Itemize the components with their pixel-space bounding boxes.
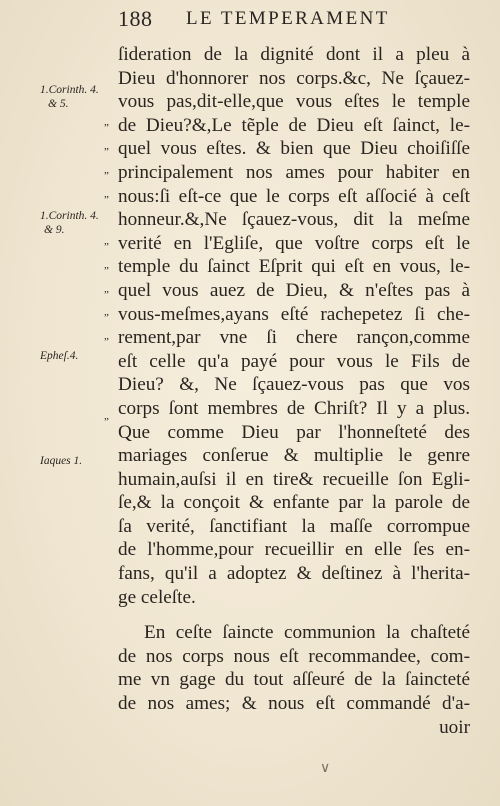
text-line: nous:ſi eſt-ce que le corps eſt aſſocié à ceſt: [118, 185, 470, 207]
text-line: quel vous auez de Dieu, & n'eſtes pas à: [118, 279, 470, 301]
text-line: Que comme Dieu par l'honneſteté des: [118, 421, 470, 443]
text-line: fans, qu'il a adoptez & deſtinez à l'herita-: [118, 563, 470, 585]
text-line: ſideration de la dignité dont il a pleu à: [118, 44, 470, 65]
margin-note-iaques: Iaques 1.: [40, 455, 83, 467]
text-line: vous pas,dit-elle,que vous eſtes le temple: [118, 91, 470, 113]
page-header: [118, 6, 478, 40]
quote-mark: ”: [104, 241, 109, 253]
margin-note-corinth-2: 1.Corinth. 4.: [40, 210, 99, 222]
text-line: me vn gage du tout aſſeuré de la ſaincteté: [118, 669, 470, 691]
quote-mark: ”: [104, 416, 109, 428]
catchword: uoir: [439, 716, 470, 738]
text-line: ſe,& la conçoit & enfante par la parole de: [118, 492, 470, 514]
text-line: temple du ſainct Eſprit qui eſt en vous, le-: [118, 256, 470, 278]
text-line: ſa verité, ſanctifiant la maſſe corrompue: [118, 515, 470, 537]
quote-mark: ”: [104, 194, 109, 206]
quote-mark: ”: [104, 146, 109, 158]
running-head: LE TEMPERAMENT: [186, 8, 390, 29]
quote-mark: ”: [104, 122, 109, 134]
text-line: de nos ames; & nous eſt commandé d'a-: [118, 693, 470, 715]
margin-note-corinth-1: 1.Corinth. 4.: [40, 84, 99, 96]
text-line: eſt celle qu'a payé pour vous le Fils de: [118, 350, 470, 372]
text-line: de nos corps nous eſt recommandee, com-: [118, 645, 470, 667]
margin-note-corinth-2-cont: & 9.: [44, 224, 65, 236]
text-line: ge celeſte.: [118, 586, 196, 608]
text-line: vous-meſmes,ayans eſté rachepetez ſi che-: [118, 303, 470, 325]
text-line: de l'homme,pour recueillir en elle ſes en-: [118, 539, 470, 561]
text-line: honneur.&,Ne ſçauez-vous, dit la meſme: [118, 209, 470, 231]
quote-mark: ”: [104, 312, 109, 324]
text-line: principalement nos ames pour habiter en: [118, 161, 470, 183]
quote-mark: ”: [104, 265, 109, 277]
margin-note-ephes: Epheſ.4.: [40, 350, 79, 362]
text-line: quel vous eſtes. & bien que Dieu choiſiſſe: [118, 138, 470, 160]
quote-mark: ”: [104, 289, 109, 301]
quote-mark: ”: [104, 336, 109, 348]
text-line: Dieu? &, Ne ſçauez-vous pas que vos: [118, 374, 470, 396]
text-line: verité en l'Egliſe, que voſtre corps eſt le: [118, 232, 470, 254]
text-line: En ceſte ſaincte communion la chaſteté: [144, 622, 470, 644]
main-text: [118, 43, 470, 739]
page-number: 188: [118, 6, 153, 31]
text-line: mariages conſerue & multiplie le genre: [118, 445, 470, 467]
text-line: Dieu d'honnorer nos corps.&c, Ne ſçauez-: [118, 67, 470, 89]
text-line: humain,auſsi il en tire& recueille ſon Egli-: [118, 468, 470, 490]
text-line: rement,par vne ſi chere rançon,comme: [118, 327, 470, 349]
text-line: corps ſont membres de Chriſt? Il y a plus.: [118, 397, 470, 419]
margin-note-corinth-1-cont: & 5.: [48, 98, 69, 110]
text-line: de Dieu?&,Le tẽple de Dieu eſt ſainct, le-: [118, 114, 470, 136]
quote-mark: ”: [104, 170, 109, 182]
signature-mark: ∨: [320, 760, 331, 776]
